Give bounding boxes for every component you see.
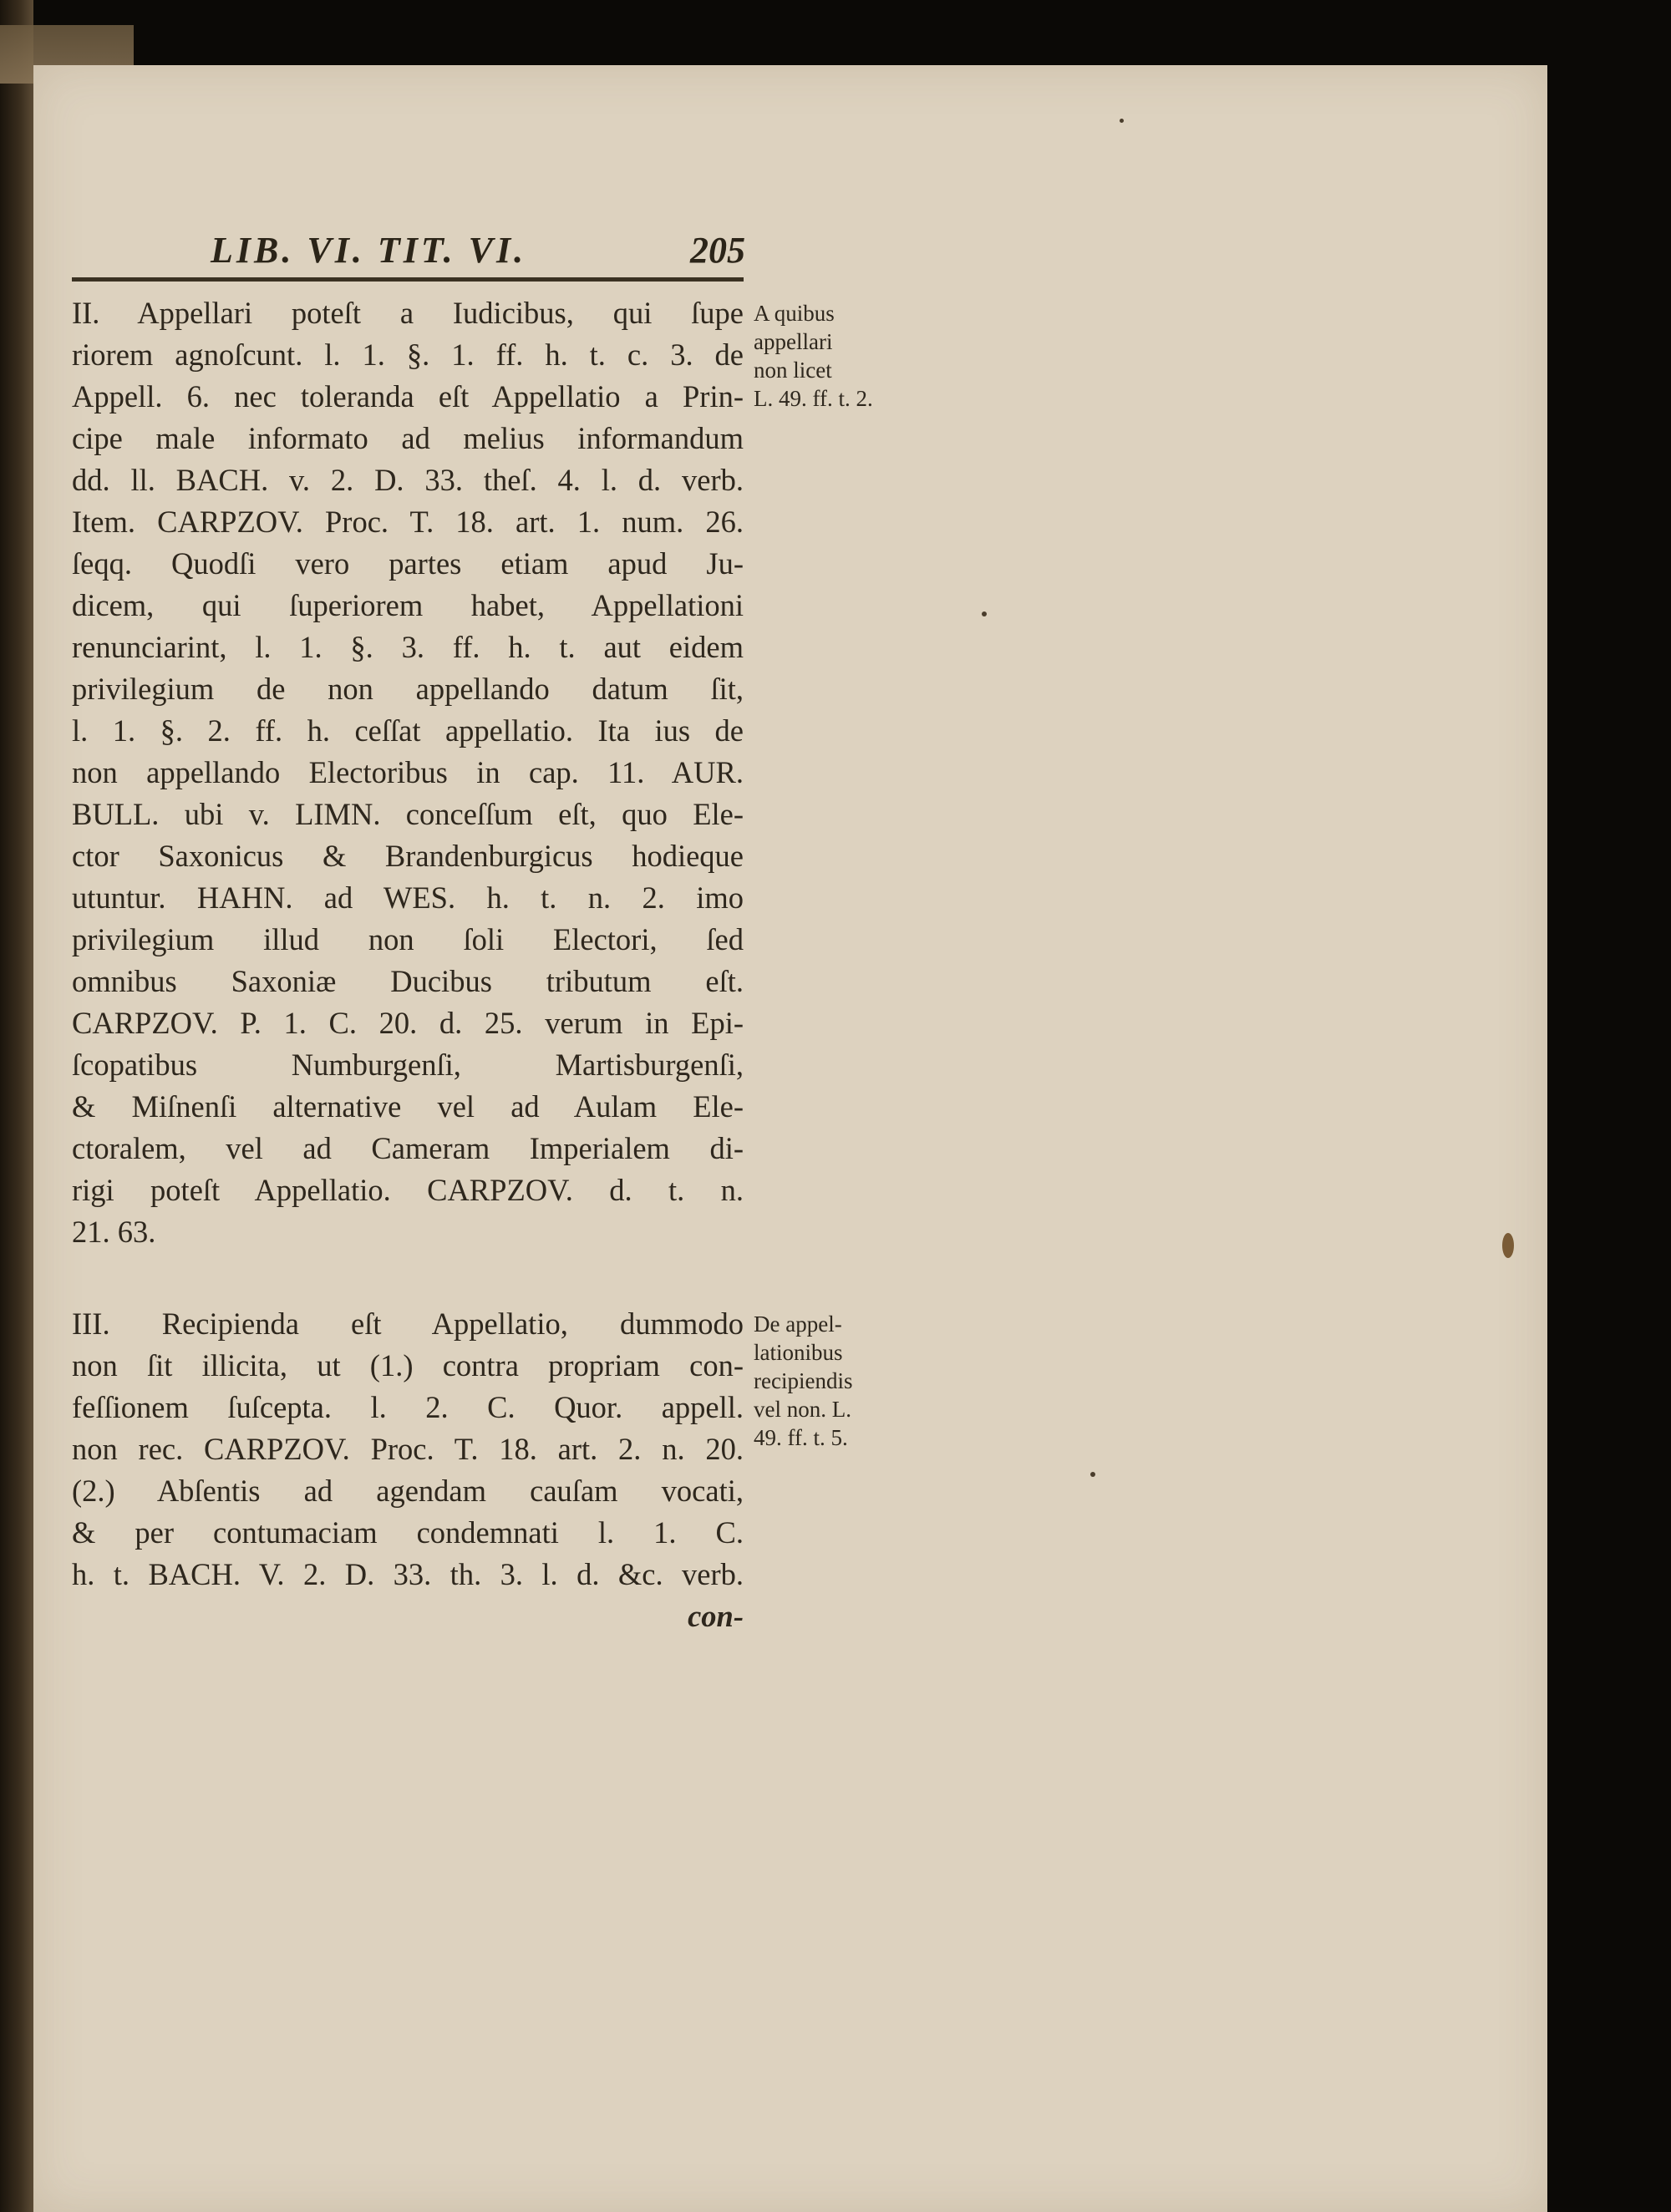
text-line: omnibus Saxoniæ Ducibus tributum eſt. [72,964,744,998]
text-line: utuntur. HAHN. ad WES. h. t. n. 2. imo [72,880,744,915]
text-line: l. 1. §. 2. ff. h. ceſſat appellatio. Ita ius de [72,713,744,748]
running-title: LIB. VI. TIT. VI. [211,230,527,271]
text-line: (2.) Abſentis ad agendam cauſam vocati, [72,1474,744,1508]
margin-note-ii [754,299,904,413]
paragraph-ii [72,292,744,1253]
text-line: feſſionem ſuſcepta. l. 2. C. Quor. appell. [72,1390,744,1424]
text-line: ſeqq. Quodſi vero partes etiam apud Ju- [72,546,744,581]
text-line: dd. ll. BACH. v. 2. D. 33. theſ. 4. l. d. verb. [72,463,744,497]
margin-note-line: A quibus [754,301,835,326]
text-line: cipe male informato ad melius informandum [72,421,744,455]
header-rule [72,277,744,282]
text-line: 21. 63. [72,1215,156,1249]
text-line: non ſit illicita, ut (1.) contra propriam con- [72,1348,744,1382]
text-line: h. t. BACH. V. 2. D. 33. th. 3. l. d. &c. verb. [72,1557,744,1591]
text-line: privilegium de non appellando datum ſit, [72,672,744,706]
margin-note-line: De appel- [754,1311,842,1337]
text-line: & Miſnenſi alternative vel ad Aulam Ele- [72,1089,744,1124]
margin-note-line: non licet [754,358,832,383]
paper-speck [982,611,987,616]
page-number: 205 [690,230,745,271]
text-line: non appellando Electoribus in cap. 11. AUR. [72,755,744,789]
text-line: dicem, qui ſuperiorem habet, Appellationi [72,588,744,622]
margin-note-line: L. 49. ff. t. 2. [754,386,873,411]
text-line: Appell. 6. nec toleranda eſt Appellatio a Prin- [72,379,744,413]
paper-stain [1502,1233,1514,1258]
text-line: Item. CARPZOV. Proc. T. 18. art. 1. num. 26. [72,505,744,539]
margin-note-iii [754,1310,904,1452]
text-line: renunciarint, l. 1. §. 3. ff. h. t. aut eidem [72,630,744,664]
paper-speck [1090,1472,1095,1477]
text-line: privilegium illud non ſoli Electori, ſed [72,922,744,956]
margin-note-line: recipiendis [754,1368,853,1393]
margin-note-line: vel non. L. [754,1397,851,1422]
text-line: ctoralem, vel ad Cameram Imperialem di- [72,1131,744,1165]
text-line: CARPZOV. P. 1. C. 20. d. 25. verum in Epi- [72,1006,744,1040]
catchword: con- [688,1599,744,1633]
margin-note-line: 49. ff. t. 5. [754,1425,848,1450]
text-line: & per contumaciam condemnati l. 1. C. [72,1515,744,1550]
text-line: III. Recipienda eſt Appellatio, dummodo [72,1306,744,1341]
text-line: rigi poteſt Appellatio. CARPZOV. d. t. n. [72,1173,744,1207]
margin-note-line: appellari [754,329,833,354]
text-line: II. Appellari poteſt a Iudicibus, qui ſupe [72,296,744,330]
text-line: ſcopatibus Numburgenſi, Martisburgenſi, [72,1048,744,1082]
book-binding-edge [0,0,33,2212]
paper-speck [1120,119,1124,123]
text-line: non rec. CARPZOV. Proc. T. 18. art. 2. n. 20. [72,1432,744,1466]
paragraph-iii [72,1303,744,1637]
running-header [211,226,745,276]
margin-note-line: lationibus [754,1340,843,1365]
text-line: BULL. ubi v. LIMN. conceſſum eſt, quo Ele- [72,797,744,831]
text-line: ctor Saxonicus & Brandenburgicus hodieque [72,839,744,873]
text-line: riorem agnoſcunt. l. 1. §. 1. ff. h. t. c. 3. de [72,337,744,372]
